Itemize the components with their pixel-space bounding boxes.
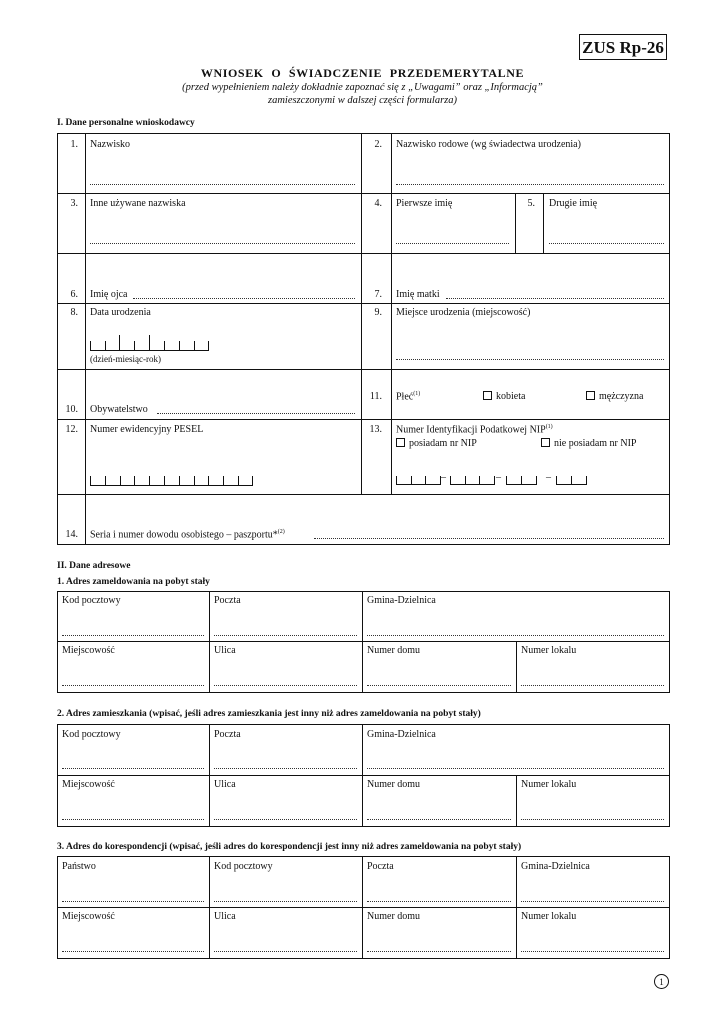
post-office-field[interactable] — [214, 768, 357, 769]
municipality-label: Gmina-Dzielnica — [367, 729, 436, 740]
field-number: 3. — [70, 198, 78, 209]
house-number-label: Numer domu — [367, 911, 421, 922]
checkbox-icon[interactable] — [586, 391, 595, 400]
field-number: 12. — [65, 424, 78, 435]
house-number-label: Numer domu — [367, 645, 421, 656]
father-name-label: Imię ojca — [90, 289, 128, 300]
field-number: 9. — [374, 307, 382, 318]
street-field[interactable] — [214, 951, 357, 952]
street-field[interactable] — [214, 819, 357, 820]
nip-boxes[interactable]: – – – — [396, 470, 589, 485]
field-number: 1. — [70, 139, 78, 150]
flat-number-field[interactable] — [521, 819, 664, 820]
birth-date-label: Data urodzenia — [90, 307, 151, 318]
page-number: 1 — [654, 974, 669, 989]
form-code: ZUS Rp-26 — [579, 34, 667, 60]
pesel-label: Numer ewidencyjny PESEL — [90, 424, 204, 435]
house-number-field[interactable] — [367, 951, 511, 952]
field-number: 10. — [65, 404, 78, 415]
country-field[interactable] — [62, 901, 204, 902]
house-number-field[interactable] — [367, 819, 511, 820]
form-subtitle-line2: zamieszczonymi w dalszej części formularza) — [268, 95, 457, 106]
postal-code-field[interactable] — [214, 901, 357, 902]
form-subtitle-line1: (przed wypełnieniem należy dokładnie zapoznać się z „Uwagami” oraz „Informacją” — [182, 82, 543, 93]
nip-label: Numer Identyfikacji Podatkowej NIP$^{(1)}$ — [396, 424, 553, 436]
second-name-label: Drugie imię — [549, 198, 598, 209]
address-registered-heading: 1. Adres zameldowania na pobyt stały — [57, 577, 210, 587]
municipality-label: Gmina-Dzielnica — [521, 861, 590, 872]
field-number: 5. — [527, 198, 535, 209]
municipality-label: Gmina-Dzielnica — [367, 595, 436, 606]
flat-number-field[interactable] — [521, 951, 664, 952]
sex-male-option[interactable]: mężczyzna — [586, 391, 643, 402]
house-number-field[interactable] — [367, 685, 511, 686]
other-surnames-label: Inne używane nazwiska — [90, 198, 186, 209]
postal-code-label: Kod pocztowy — [62, 729, 121, 740]
field-number: 4. — [374, 198, 382, 209]
citizenship-label: Obywatelstwo — [90, 404, 148, 415]
other-surnames-field[interactable] — [90, 243, 355, 244]
town-field[interactable] — [62, 685, 204, 686]
flat-number-field[interactable] — [521, 685, 664, 686]
postal-code-label: Kod pocztowy — [214, 861, 273, 872]
birth-place-label: Miejsce urodzenia (miejscowość) — [396, 307, 531, 318]
birth-date-boxes[interactable] — [90, 335, 209, 351]
id-document-field[interactable] — [314, 538, 664, 539]
nip-has-option[interactable]: posiadam nr NIP — [396, 438, 477, 449]
town-field[interactable] — [62, 951, 204, 952]
field-number: 13. — [369, 424, 382, 435]
street-field[interactable] — [214, 685, 357, 686]
field-number: 6. — [70, 289, 78, 300]
sex-female-option[interactable]: kobieta — [483, 391, 525, 402]
postal-code-field[interactable] — [62, 635, 204, 636]
municipality-field[interactable] — [367, 635, 664, 636]
checkbox-icon[interactable] — [396, 438, 405, 447]
post-office-label: Poczta — [214, 595, 241, 606]
field-number: 8. — [70, 307, 78, 318]
nip-none-option[interactable]: nie posiadam nr NIP — [541, 438, 637, 449]
flat-number-label: Numer lokalu — [521, 645, 577, 656]
town-label: Miejscowość — [62, 645, 115, 656]
pesel-boxes[interactable] — [90, 470, 253, 486]
checkbox-icon[interactable] — [541, 438, 550, 447]
town-label: Miejscowość — [62, 911, 115, 922]
first-name-label: Pierwsze imię — [396, 198, 453, 209]
second-name-field[interactable] — [549, 243, 664, 244]
date-format-hint: (dzień-miesiąc-rok) — [90, 354, 161, 364]
post-office-field[interactable] — [214, 635, 357, 636]
father-name-field[interactable] — [133, 298, 355, 299]
citizenship-field[interactable] — [157, 413, 355, 414]
post-office-field[interactable] — [367, 901, 511, 902]
field-number: 7. — [374, 289, 382, 300]
flat-number-label: Numer lokalu — [521, 779, 577, 790]
first-name-field[interactable] — [396, 243, 509, 244]
mother-name-label: Imię matki — [396, 289, 440, 300]
address-correspondence-heading: 3. Adres do korespondencji (wpisać, jeśli adres do korespondencji jest inny niż adres zameldowania na pobyt stały) — [57, 842, 522, 852]
street-label: Ulica — [214, 645, 236, 656]
house-number-label: Numer domu — [367, 779, 421, 790]
id-document-label: Seria i numer dowodu osobistego – paszportu*$^{(2)}$ — [90, 529, 285, 541]
town-field[interactable] — [62, 819, 204, 820]
municipality-field[interactable] — [521, 901, 664, 902]
address-residence-heading: 2. Adres zamieszkania (wpisać, jeśli adres zamieszkania jest inny niż adres zameldowania na pobyt stały) — [57, 709, 481, 719]
form-title: WNIOSEK O ŚWIADCZENIE PRZEDEMERYTALNE — [200, 66, 525, 80]
country-label: Państwo — [62, 861, 96, 872]
section1-heading: I. Dane personalne wnioskodawcy — [57, 118, 195, 128]
postal-code-label: Kod pocztowy — [62, 595, 121, 606]
postal-code-field[interactable] — [62, 768, 204, 769]
street-label: Ulica — [214, 911, 236, 922]
field-number: 11. — [369, 391, 382, 402]
surname-label: Nazwisko — [90, 139, 130, 150]
address-registered-table — [57, 591, 670, 693]
section2-heading: II. Dane adresowe — [57, 561, 131, 571]
checkbox-icon[interactable] — [483, 391, 492, 400]
surname-field[interactable] — [90, 184, 355, 185]
post-office-label: Poczta — [367, 861, 394, 872]
municipality-field[interactable] — [367, 768, 664, 769]
post-office-label: Poczta — [214, 729, 241, 740]
birth-place-field[interactable] — [396, 359, 664, 360]
field-number: 14. — [65, 529, 78, 540]
flat-number-label: Numer lokalu — [521, 911, 577, 922]
field-number: 2. — [374, 139, 382, 150]
birth-surname-label: Nazwisko rodowe (wg świadectwa urodzenia) — [396, 139, 581, 150]
sex-label: Płeć$^{(1)}$ — [396, 391, 421, 403]
street-label: Ulica — [214, 779, 236, 790]
birth-surname-field[interactable] — [396, 184, 664, 185]
mother-name-field[interactable] — [446, 298, 664, 299]
town-label: Miejscowość — [62, 779, 115, 790]
